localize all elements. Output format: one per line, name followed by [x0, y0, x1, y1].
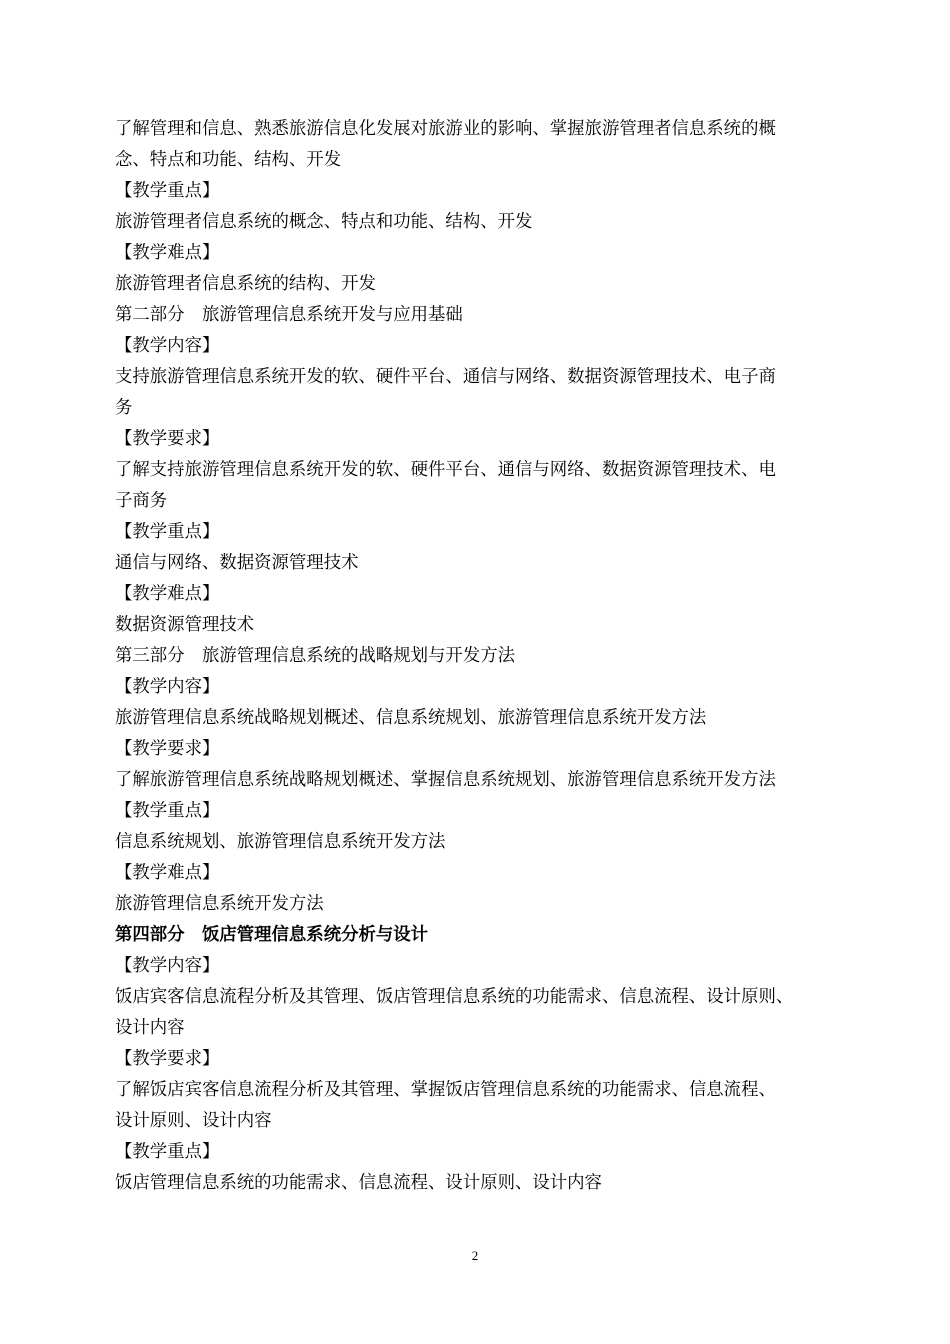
body-text-line: 念、特点和功能、结构、开发	[115, 150, 342, 170]
section-label: 【教学要求】	[115, 1049, 220, 1069]
body-text-line: 支持旅游管理信息系统开发的软、硬件平台、通信与网络、数据资源管理技术、电子商	[115, 367, 776, 387]
body-text-line: 设计原则、设计内容	[115, 1111, 272, 1131]
body-text-line: 了解饭店宾客信息流程分析及其管理、掌握饭店管理信息系统的功能需求、信息流程、	[115, 1080, 776, 1100]
body-text-line: 设计内容	[115, 1018, 185, 1038]
section-label: 【教学难点】	[115, 243, 220, 263]
section-label: 【教学难点】	[115, 584, 220, 604]
body-text-line: 饭店管理信息系统的功能需求、信息流程、设计原则、设计内容	[115, 1173, 602, 1193]
body-text-line: 信息系统规划、旅游管理信息系统开发方法	[115, 832, 446, 852]
body-text-line: 子商务	[115, 491, 168, 511]
document-body	[115, 114, 841, 1199]
section-label: 【教学内容】	[115, 956, 220, 976]
body-text-line: 饭店宾客信息流程分析及其管理、饭店管理信息系统的功能需求、信息流程、设计原则、	[115, 987, 794, 1007]
body-text-line: 旅游管理信息系统开发方法	[115, 894, 324, 914]
section-label: 【教学要求】	[115, 739, 220, 759]
section-heading: 第四部分 饭店管理信息系统分析与设计	[115, 925, 429, 945]
section-label: 【教学重点】	[115, 801, 220, 821]
section-label: 【教学内容】	[115, 677, 220, 697]
body-text-line: 了解旅游管理信息系统战略规划概述、掌握信息系统规划、旅游管理信息系统开发方法	[115, 770, 776, 790]
section-label: 【教学难点】	[115, 863, 220, 883]
section-label: 【教学重点】	[115, 181, 220, 201]
body-text-line: 数据资源管理技术	[115, 615, 255, 635]
body-text-line: 了解管理和信息、熟悉旅游信息化发展对旅游业的影响、掌握旅游管理者信息系统的概	[115, 119, 776, 139]
body-text-line: 旅游管理信息系统战略规划概述、信息系统规划、旅游管理信息系统开发方法	[115, 708, 707, 728]
section-label: 【教学要求】	[115, 429, 220, 449]
section-label: 【教学内容】	[115, 336, 220, 356]
section-label: 【教学重点】	[115, 522, 220, 542]
section-heading: 第二部分 旅游管理信息系统开发与应用基础	[115, 305, 463, 325]
body-text-line: 旅游管理者信息系统的结构、开发	[115, 274, 376, 294]
body-text-line: 旅游管理者信息系统的概念、特点和功能、结构、开发	[115, 212, 533, 232]
section-heading: 第三部分 旅游管理信息系统的战略规划与开发方法	[115, 646, 515, 666]
body-text-line: 了解支持旅游管理信息系统开发的软、硬件平台、通信与网络、数据资源管理技术、电	[115, 460, 776, 480]
body-text-line: 通信与网络、数据资源管理技术	[115, 553, 359, 573]
body-text-line: 务	[115, 398, 133, 418]
page-number: 2	[471, 1248, 479, 1263]
section-label: 【教学重点】	[115, 1142, 220, 1162]
